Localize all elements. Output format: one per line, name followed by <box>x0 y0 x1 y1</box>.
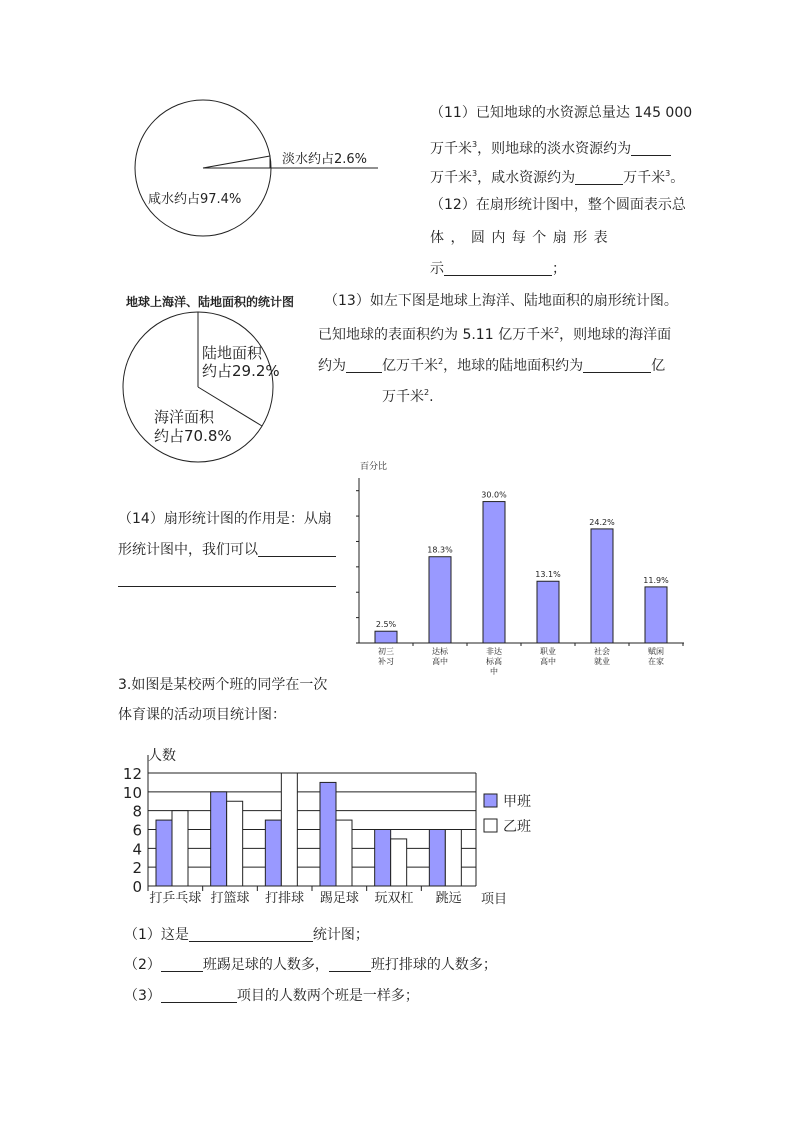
bar2-category-label: 打乒乓球 <box>149 891 202 906</box>
q12-text: ； <box>552 261 566 277</box>
q14-line2 <box>118 543 336 557</box>
sub-text: 项目的人数两个班是一样多； <box>236 988 419 1004</box>
superscript: 2 <box>424 388 430 397</box>
answer-blank[interactable] <box>189 928 313 942</box>
sub-text: 统计图； <box>312 927 369 943</box>
superscript: 3 <box>665 169 671 178</box>
q11-unit: 万千米 <box>623 170 666 186</box>
land-ocean-pie-chart <box>120 310 280 470</box>
bar2-y-tick-label: 8 <box>132 802 142 821</box>
graduates-bar-chart <box>340 455 700 680</box>
q13-text: 约为 <box>318 358 346 374</box>
answer-blank[interactable] <box>161 958 203 972</box>
answer-blank[interactable] <box>346 359 382 373</box>
water-pie-chart <box>120 95 390 250</box>
bar1-bar <box>483 502 505 643</box>
bar1-data-label: 30.0% <box>481 490 507 500</box>
q13-text: 万千米 <box>382 389 424 405</box>
sub-q1 <box>124 928 369 942</box>
bar2-xlabel: 项目 <box>481 892 508 907</box>
q11-line3 <box>430 167 684 185</box>
bar1-category-label: 高中 <box>540 657 556 666</box>
bar2-category-label: 踢足球 <box>319 891 359 906</box>
bar1-bar <box>645 587 667 643</box>
answer-blank[interactable] <box>583 359 651 373</box>
bar1-category-label: 职业 <box>540 647 556 656</box>
bar2-bar <box>445 830 461 887</box>
q12-line2: 体 ， 圆 内 每 个 扇 形 表 <box>430 230 609 246</box>
q11-unit: 万千米 <box>430 170 472 186</box>
land-label-line1: 陆地面积 <box>202 344 263 362</box>
bar1-category-label: 赋闲 <box>648 647 664 656</box>
ocean-label-line2: 约占70.8% <box>154 427 232 445</box>
bar2-y-tick-label: 0 <box>132 878 142 896</box>
answer-blank[interactable] <box>631 142 671 156</box>
bar2-bar <box>265 820 281 886</box>
q11-line1: （11）已知地球的水资源总量达 145 000 <box>430 105 693 121</box>
q13-text: . <box>429 389 434 405</box>
legend-swatch-a <box>484 794 497 807</box>
q13-line3 <box>318 355 665 373</box>
q11-unit: 万千米 <box>430 141 472 157</box>
q13-text: 亿万千米 <box>382 358 438 374</box>
bar2-bar <box>429 830 445 887</box>
bar1-data-label: 13.1% <box>535 570 561 580</box>
q11-line2 <box>430 138 671 156</box>
superscript: 3 <box>472 140 478 149</box>
bar1-category-label: 标高 <box>486 657 502 666</box>
q3-line1: 3.如图是某校两个班的同学在一次 <box>118 677 328 693</box>
superscript: 2 <box>438 357 444 366</box>
bar1-category-label: 就业 <box>594 657 610 666</box>
bar2-bar <box>281 773 297 886</box>
q13-text: ，地球的陆地面积约为 <box>443 358 584 374</box>
q11-text: ，则地球的淡水资源约为 <box>477 141 632 157</box>
bar2-bar <box>211 792 227 886</box>
legend-label-a: 甲班 <box>503 794 531 810</box>
bar1-ylabel: 百分比 <box>360 462 388 472</box>
bar2-bar <box>172 811 188 886</box>
q12-line1: （12）在扇形统计图中，整个圆面表示总 <box>430 197 686 213</box>
bar1-category-label: 在家 <box>648 657 664 666</box>
q14-text: 形统计图中，我们可以 <box>118 542 258 558</box>
bar2-y-tick-label: 2 <box>132 859 142 878</box>
q13-text: 亿 <box>651 358 666 374</box>
land-ocean-chart-title: 地球上海洋、陆地面积的统计图 <box>126 295 295 309</box>
bar2-ylabel: 人数 <box>148 748 176 764</box>
freshwater-label: 淡水约占2.6% <box>282 152 368 167</box>
q14-line1: （14）扇形统计图的作用是：从扇 <box>118 511 332 527</box>
q12-line3 <box>430 262 566 276</box>
land-label-line2: 约占29.2% <box>202 362 280 380</box>
bar2-category-label: 跳远 <box>435 891 462 906</box>
bar2-bar <box>391 839 407 886</box>
answer-line[interactable] <box>118 586 336 587</box>
legend-label-b: 乙班 <box>503 819 531 835</box>
bar2-bar <box>227 801 243 886</box>
sub-text: 班打排球的人数多； <box>370 957 497 973</box>
sub-q2 <box>124 958 497 972</box>
q3-line2: 体育课的活动项目统计图： <box>118 707 286 723</box>
activity-bar-chart <box>118 740 531 912</box>
bar1-bar <box>591 529 613 643</box>
bar1-data-label: 11.9% <box>643 575 669 585</box>
answer-blank[interactable] <box>258 543 336 557</box>
bar2-bar <box>156 820 172 886</box>
q13-line1: （13）如左下图是地球上海洋、陆地面积的扇形统计图。 <box>324 293 678 309</box>
bar2-category-label: 打篮球 <box>210 891 250 906</box>
answer-blank[interactable] <box>575 171 623 185</box>
bar2-bar <box>336 820 352 886</box>
superscript: 2 <box>554 326 560 335</box>
bar1-category-label: 初三 <box>378 647 394 656</box>
answer-blank[interactable] <box>329 958 371 972</box>
bar1-bar <box>429 557 451 643</box>
bar2-bar <box>320 782 336 886</box>
bar1-data-label: 24.2% <box>589 517 615 527</box>
q11-text: 。 <box>670 170 685 186</box>
bar1-category-label: 非达 <box>486 647 502 656</box>
sub-text: 班踢足球的人数多， <box>202 957 329 973</box>
bar2-bar <box>375 830 391 887</box>
bar1-category-label: 社会 <box>594 647 610 656</box>
sub-text: （2） <box>124 957 161 973</box>
saltwater-label: 咸水约占97.4% <box>148 192 242 207</box>
bar2-y-tick-label: 12 <box>122 765 142 783</box>
q13-text: 已知地球的表面积约为 5.11 亿万千米 <box>318 327 555 343</box>
ocean-label-line1: 海洋面积 <box>154 408 215 426</box>
sub-q3 <box>124 989 419 1003</box>
bar1-bar <box>375 631 397 643</box>
answer-blank[interactable] <box>161 989 237 1003</box>
bar1-category-label: 高中 <box>432 657 448 666</box>
q13-line4 <box>382 386 434 404</box>
legend-swatch-b <box>484 819 497 832</box>
sub-text: （1）这是 <box>124 927 189 943</box>
sub-text: （3） <box>124 988 161 1004</box>
bar1-category-label: 达标 <box>432 647 448 656</box>
bar1-bar <box>537 581 559 643</box>
bar2-category-label: 打排球 <box>265 891 305 906</box>
answer-blank[interactable] <box>444 262 552 276</box>
q11-text: ，咸水资源约为 <box>477 170 576 186</box>
bar1-category-label: 补习 <box>378 657 394 666</box>
bar1-category-label: 中 <box>490 667 498 676</box>
bar2-y-tick-label: 6 <box>132 821 142 840</box>
q13-line2 <box>318 324 671 342</box>
bar1-data-label: 2.5% <box>375 620 397 630</box>
bar2-category-label: 玩双杠 <box>374 891 414 906</box>
superscript: 3 <box>472 169 478 178</box>
q12-text: 示 <box>430 261 444 277</box>
bar2-y-tick-label: 10 <box>122 783 142 802</box>
bar2-y-tick-label: 4 <box>132 840 142 859</box>
q13-text: ，则地球的海洋面 <box>559 327 672 343</box>
bar1-data-label: 18.3% <box>427 545 453 555</box>
